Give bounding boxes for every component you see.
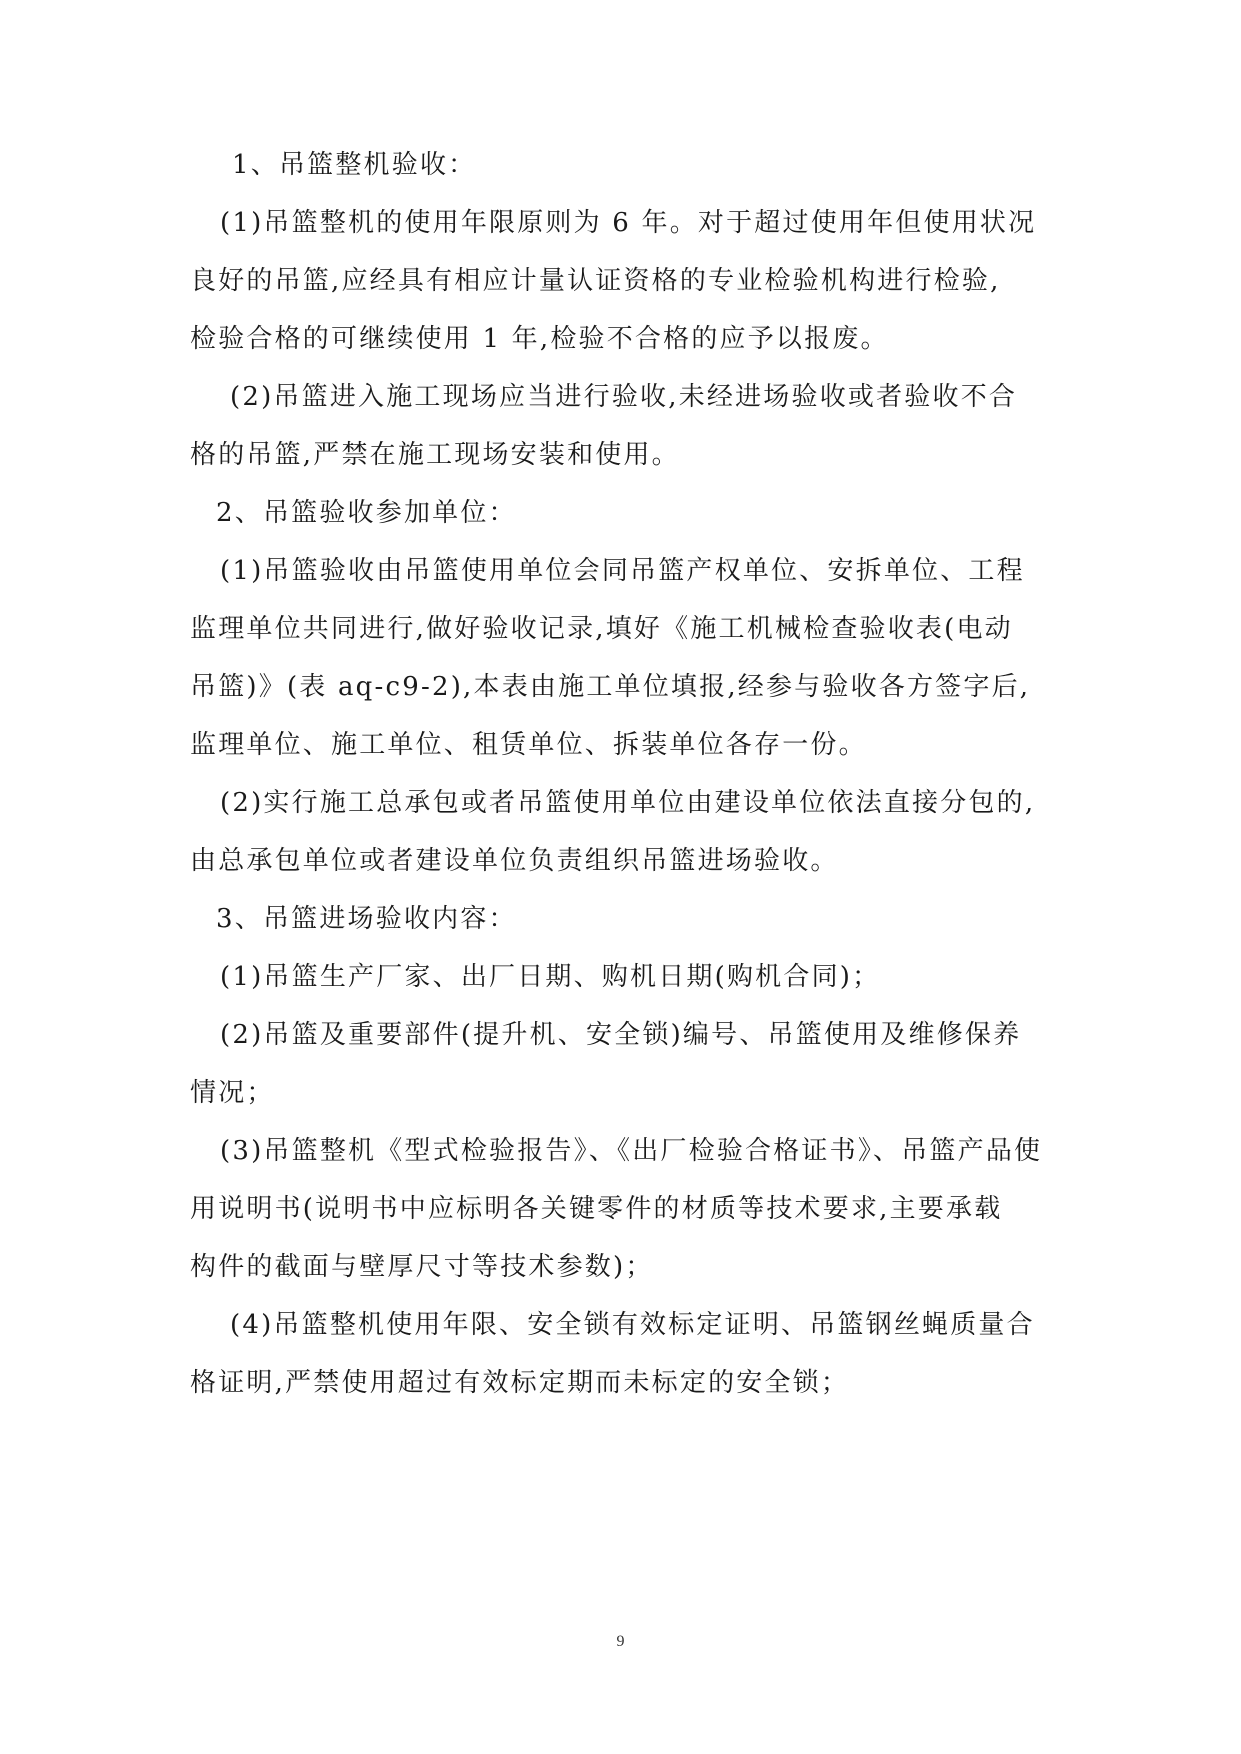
paragraph-line: 格证明,严禁使用超过有效标定期而未标定的安全锁；	[190, 1368, 850, 1398]
paragraph-line: 监理单位、施工单位、租赁单位、拆装单位各存一份。	[190, 730, 867, 760]
paragraph-line: 用说明书(说明书中应标明各关键零件的材质等技术要求,主要承载	[190, 1194, 1003, 1224]
heading-acceptance-content: 3、吊篮进场验收内容：	[216, 904, 517, 934]
page-number: 9	[616, 1633, 625, 1650]
paragraph-line: (1)吊篮验收由吊篮使用单位会同吊篮产权单位、安拆单位、工程	[220, 556, 1025, 586]
paragraph-line: (3)吊篮整机《型式检验报告》、《出厂检验合格证书》、吊篮产品使	[220, 1136, 1043, 1166]
heading-basket-acceptance: 1、吊篮整机验收：	[232, 150, 477, 180]
paragraph-line: (1)吊篮生产厂家、出厂日期、购机日期(购机合同)；	[220, 962, 881, 992]
paragraph-line: 构件的截面与壁厚尺寸等技术参数)；	[190, 1252, 654, 1282]
paragraph-line: (2)吊篮进入施工现场应当进行验收,未经进场验收或者验收不合	[230, 382, 1018, 412]
paragraph-line: 吊篮)》(表 aq-c9-2),本表由施工单位填报,经参与验收各方签字后,	[190, 672, 1031, 702]
paragraph-line: 监理单位共同进行,做好验收记录,填好《施工机械检查验收表(电动	[190, 614, 1013, 644]
paragraph-line: 情况；	[190, 1078, 275, 1108]
paragraph-line: (4)吊篮整机使用年限、安全锁有效标定证明、吊篮钢丝蝇质量合	[230, 1310, 1035, 1340]
heading-participating-units: 2、吊篮验收参加单位：	[216, 498, 517, 528]
paragraph-line: 良好的吊篮,应经具有相应计量认证资格的专业检验机构进行检验,	[190, 266, 1001, 296]
paragraph-line: (1)吊篮整机的使用年限原则为 6 年。对于超过使用年但使用状况	[220, 208, 1037, 238]
paragraph-line: 由总承包单位或者建设单位负责组织吊篮进场验收。	[190, 846, 839, 876]
paragraph-line: 检验合格的可继续使用 1 年,检验不合格的应予以报废。	[190, 324, 889, 354]
paragraph-line: (2)实行施工总承包或者吊篮使用单位由建设单位依法直接分包的,	[220, 788, 1036, 818]
paragraph-line: (2)吊篮及重要部件(提升机、安全锁)编号、吊篮使用及维修保养	[220, 1020, 1022, 1050]
paragraph-line: 格的吊篮,严禁在施工现场安装和使用。	[190, 440, 680, 470]
